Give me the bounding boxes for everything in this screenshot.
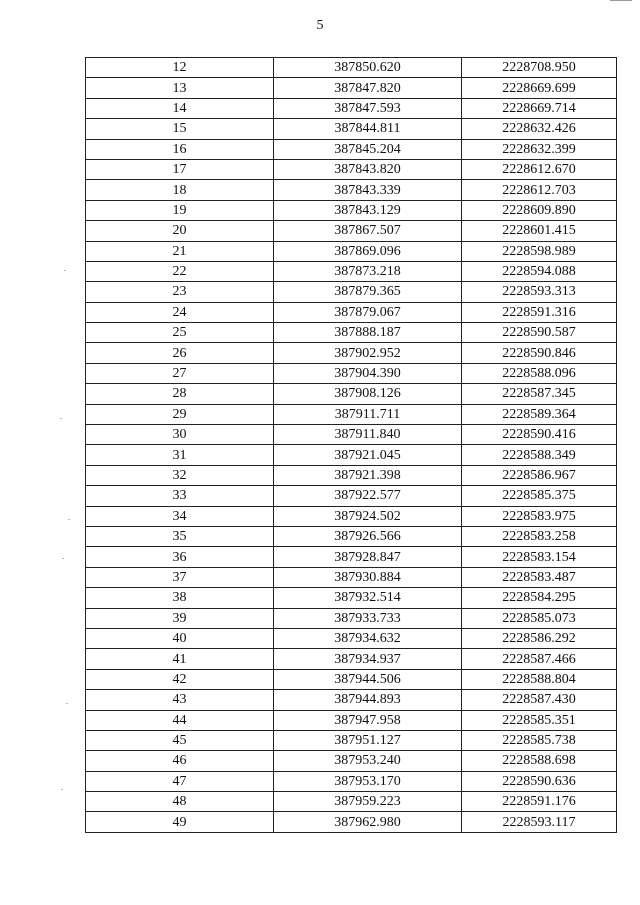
y-coordinate-cell: 2228587.430	[462, 690, 617, 710]
x-coordinate-cell: 387902.952	[274, 343, 462, 363]
y-coordinate-cell: 2228632.426	[462, 119, 617, 139]
table-row	[86, 404, 617, 424]
coordinates-table-body	[86, 58, 617, 833]
table-row	[86, 323, 617, 343]
table-row	[86, 812, 617, 832]
table-row	[86, 282, 617, 302]
point-number-cell: 34	[86, 506, 274, 526]
point-number-cell: 31	[86, 445, 274, 465]
y-coordinate-cell: 2228585.351	[462, 710, 617, 730]
x-coordinate-cell: 387959.223	[274, 792, 462, 812]
point-number-cell: 30	[86, 425, 274, 445]
x-coordinate-cell: 387933.733	[274, 608, 462, 628]
x-coordinate-cell: 387924.502	[274, 506, 462, 526]
table-row	[86, 98, 617, 118]
point-number-cell: 13	[86, 78, 274, 98]
x-coordinate-cell: 387953.240	[274, 751, 462, 771]
x-coordinate-cell: 387922.577	[274, 486, 462, 506]
x-coordinate-cell: 387951.127	[274, 730, 462, 750]
x-coordinate-cell: 387845.204	[274, 139, 462, 159]
table-row	[86, 588, 617, 608]
point-number-cell: 16	[86, 139, 274, 159]
point-number-cell: 46	[86, 751, 274, 771]
point-number-cell: 47	[86, 771, 274, 791]
y-coordinate-cell: 2228588.804	[462, 669, 617, 689]
x-coordinate-cell: 387953.170	[274, 771, 462, 791]
point-number-cell: 49	[86, 812, 274, 832]
point-number-cell: 48	[86, 792, 274, 812]
x-coordinate-cell: 387928.847	[274, 547, 462, 567]
point-number-cell: 33	[86, 486, 274, 506]
x-coordinate-cell: 387930.884	[274, 567, 462, 587]
point-number-cell: 35	[86, 526, 274, 546]
y-coordinate-cell: 2228590.636	[462, 771, 617, 791]
x-coordinate-cell: 387847.593	[274, 98, 462, 118]
y-coordinate-cell: 2228588.349	[462, 445, 617, 465]
point-number-cell: 15	[86, 119, 274, 139]
x-coordinate-cell: 387844.811	[274, 119, 462, 139]
table-row	[86, 302, 617, 322]
point-number-cell: 40	[86, 628, 274, 648]
y-coordinate-cell: 2228601.415	[462, 221, 617, 241]
y-coordinate-cell: 2228585.375	[462, 486, 617, 506]
y-coordinate-cell: 2228598.989	[462, 241, 617, 261]
table-row	[86, 506, 617, 526]
point-number-cell: 42	[86, 669, 274, 689]
y-coordinate-cell: 2228593.313	[462, 282, 617, 302]
x-coordinate-cell: 387843.339	[274, 180, 462, 200]
table-row	[86, 343, 617, 363]
y-coordinate-cell: 2228588.096	[462, 363, 617, 383]
point-number-cell: 23	[86, 282, 274, 302]
y-coordinate-cell: 2228632.399	[462, 139, 617, 159]
y-coordinate-cell: 2228593.117	[462, 812, 617, 832]
y-coordinate-cell: 2228708.950	[462, 58, 617, 78]
table-row	[86, 200, 617, 220]
table-row	[86, 363, 617, 383]
point-number-cell: 37	[86, 567, 274, 587]
table-row	[86, 465, 617, 485]
y-coordinate-cell: 2228588.698	[462, 751, 617, 771]
table-row	[86, 241, 617, 261]
table-row	[86, 180, 617, 200]
y-coordinate-cell: 2228590.416	[462, 425, 617, 445]
y-coordinate-cell: 2228591.316	[462, 302, 617, 322]
x-coordinate-cell: 387847.820	[274, 78, 462, 98]
table-row	[86, 221, 617, 241]
x-coordinate-cell: 387908.126	[274, 384, 462, 404]
x-coordinate-cell: 387843.820	[274, 159, 462, 179]
y-coordinate-cell: 2228591.176	[462, 792, 617, 812]
point-number-cell: 29	[86, 404, 274, 424]
scan-speck	[66, 703, 68, 704]
point-number-cell: 22	[86, 261, 274, 281]
point-number-cell: 14	[86, 98, 274, 118]
x-coordinate-cell: 387911.711	[274, 404, 462, 424]
point-number-cell: 25	[86, 323, 274, 343]
point-number-cell: 21	[86, 241, 274, 261]
point-number-cell: 38	[86, 588, 274, 608]
point-number-cell: 43	[86, 690, 274, 710]
x-coordinate-cell: 387869.096	[274, 241, 462, 261]
table-row	[86, 78, 617, 98]
point-number-cell: 44	[86, 710, 274, 730]
x-coordinate-cell: 387879.067	[274, 302, 462, 322]
point-number-cell: 17	[86, 159, 274, 179]
y-coordinate-cell: 2228583.975	[462, 506, 617, 526]
point-number-cell: 26	[86, 343, 274, 363]
x-coordinate-cell: 387911.840	[274, 425, 462, 445]
table-row	[86, 628, 617, 648]
page-number: 5	[316, 18, 324, 33]
table-row	[86, 567, 617, 587]
scan-speck	[62, 558, 64, 559]
y-coordinate-cell: 2228587.345	[462, 384, 617, 404]
y-coordinate-cell: 2228609.890	[462, 200, 617, 220]
point-number-cell: 24	[86, 302, 274, 322]
x-coordinate-cell: 387921.398	[274, 465, 462, 485]
scan-speck	[61, 789, 63, 790]
y-coordinate-cell: 2228669.714	[462, 98, 617, 118]
x-coordinate-cell: 387867.507	[274, 221, 462, 241]
table-row	[86, 649, 617, 669]
y-coordinate-cell: 2228594.088	[462, 261, 617, 281]
y-coordinate-cell: 2228669.699	[462, 78, 617, 98]
point-number-cell: 32	[86, 465, 274, 485]
x-coordinate-cell: 387843.129	[274, 200, 462, 220]
y-coordinate-cell: 2228612.703	[462, 180, 617, 200]
y-coordinate-cell: 2228583.258	[462, 526, 617, 546]
x-coordinate-cell: 387850.620	[274, 58, 462, 78]
point-number-cell: 39	[86, 608, 274, 628]
table-row	[86, 159, 617, 179]
x-coordinate-cell: 387932.514	[274, 588, 462, 608]
table-row	[86, 384, 617, 404]
x-coordinate-cell: 387879.365	[274, 282, 462, 302]
table-row	[86, 751, 617, 771]
x-coordinate-cell: 387944.506	[274, 669, 462, 689]
point-number-cell: 41	[86, 649, 274, 669]
y-coordinate-cell: 2228586.967	[462, 465, 617, 485]
x-coordinate-cell: 387934.937	[274, 649, 462, 669]
table-row	[86, 261, 617, 281]
point-number-cell: 45	[86, 730, 274, 750]
y-coordinate-cell: 2228585.738	[462, 730, 617, 750]
table-row	[86, 486, 617, 506]
table-row	[86, 690, 617, 710]
table-row	[86, 547, 617, 567]
table-row	[86, 119, 617, 139]
x-coordinate-cell: 387944.893	[274, 690, 462, 710]
y-coordinate-cell: 2228584.295	[462, 588, 617, 608]
point-number-cell: 36	[86, 547, 274, 567]
point-number-cell: 20	[86, 221, 274, 241]
point-number-cell: 12	[86, 58, 274, 78]
x-coordinate-cell: 387888.187	[274, 323, 462, 343]
coordinates-table	[85, 57, 617, 833]
y-coordinate-cell: 2228585.073	[462, 608, 617, 628]
table-row	[86, 608, 617, 628]
y-coordinate-cell: 2228589.364	[462, 404, 617, 424]
y-coordinate-cell: 2228590.587	[462, 323, 617, 343]
table-row	[86, 792, 617, 812]
y-coordinate-cell: 2228590.846	[462, 343, 617, 363]
table-row	[86, 730, 617, 750]
x-coordinate-cell: 387904.390	[274, 363, 462, 383]
y-coordinate-cell: 2228583.487	[462, 567, 617, 587]
x-coordinate-cell: 387962.980	[274, 812, 462, 832]
table-row	[86, 669, 617, 689]
table-row	[86, 771, 617, 791]
scan-speck	[68, 519, 70, 520]
point-number-cell: 28	[86, 384, 274, 404]
point-number-cell: 18	[86, 180, 274, 200]
table-row	[86, 58, 617, 78]
x-coordinate-cell: 387947.958	[274, 710, 462, 730]
y-coordinate-cell: 2228612.670	[462, 159, 617, 179]
scan-corner-mark	[610, 0, 632, 3]
point-number-cell: 27	[86, 363, 274, 383]
scan-speck	[64, 270, 66, 271]
table-row	[86, 526, 617, 546]
point-number-cell: 19	[86, 200, 274, 220]
scan-speck	[60, 418, 62, 419]
x-coordinate-cell: 387926.566	[274, 526, 462, 546]
table-row	[86, 445, 617, 465]
y-coordinate-cell: 2228587.466	[462, 649, 617, 669]
table-row	[86, 139, 617, 159]
y-coordinate-cell: 2228583.154	[462, 547, 617, 567]
x-coordinate-cell: 387873.218	[274, 261, 462, 281]
x-coordinate-cell: 387934.632	[274, 628, 462, 648]
table-row	[86, 710, 617, 730]
table-row	[86, 425, 617, 445]
x-coordinate-cell: 387921.045	[274, 445, 462, 465]
y-coordinate-cell: 2228586.292	[462, 628, 617, 648]
